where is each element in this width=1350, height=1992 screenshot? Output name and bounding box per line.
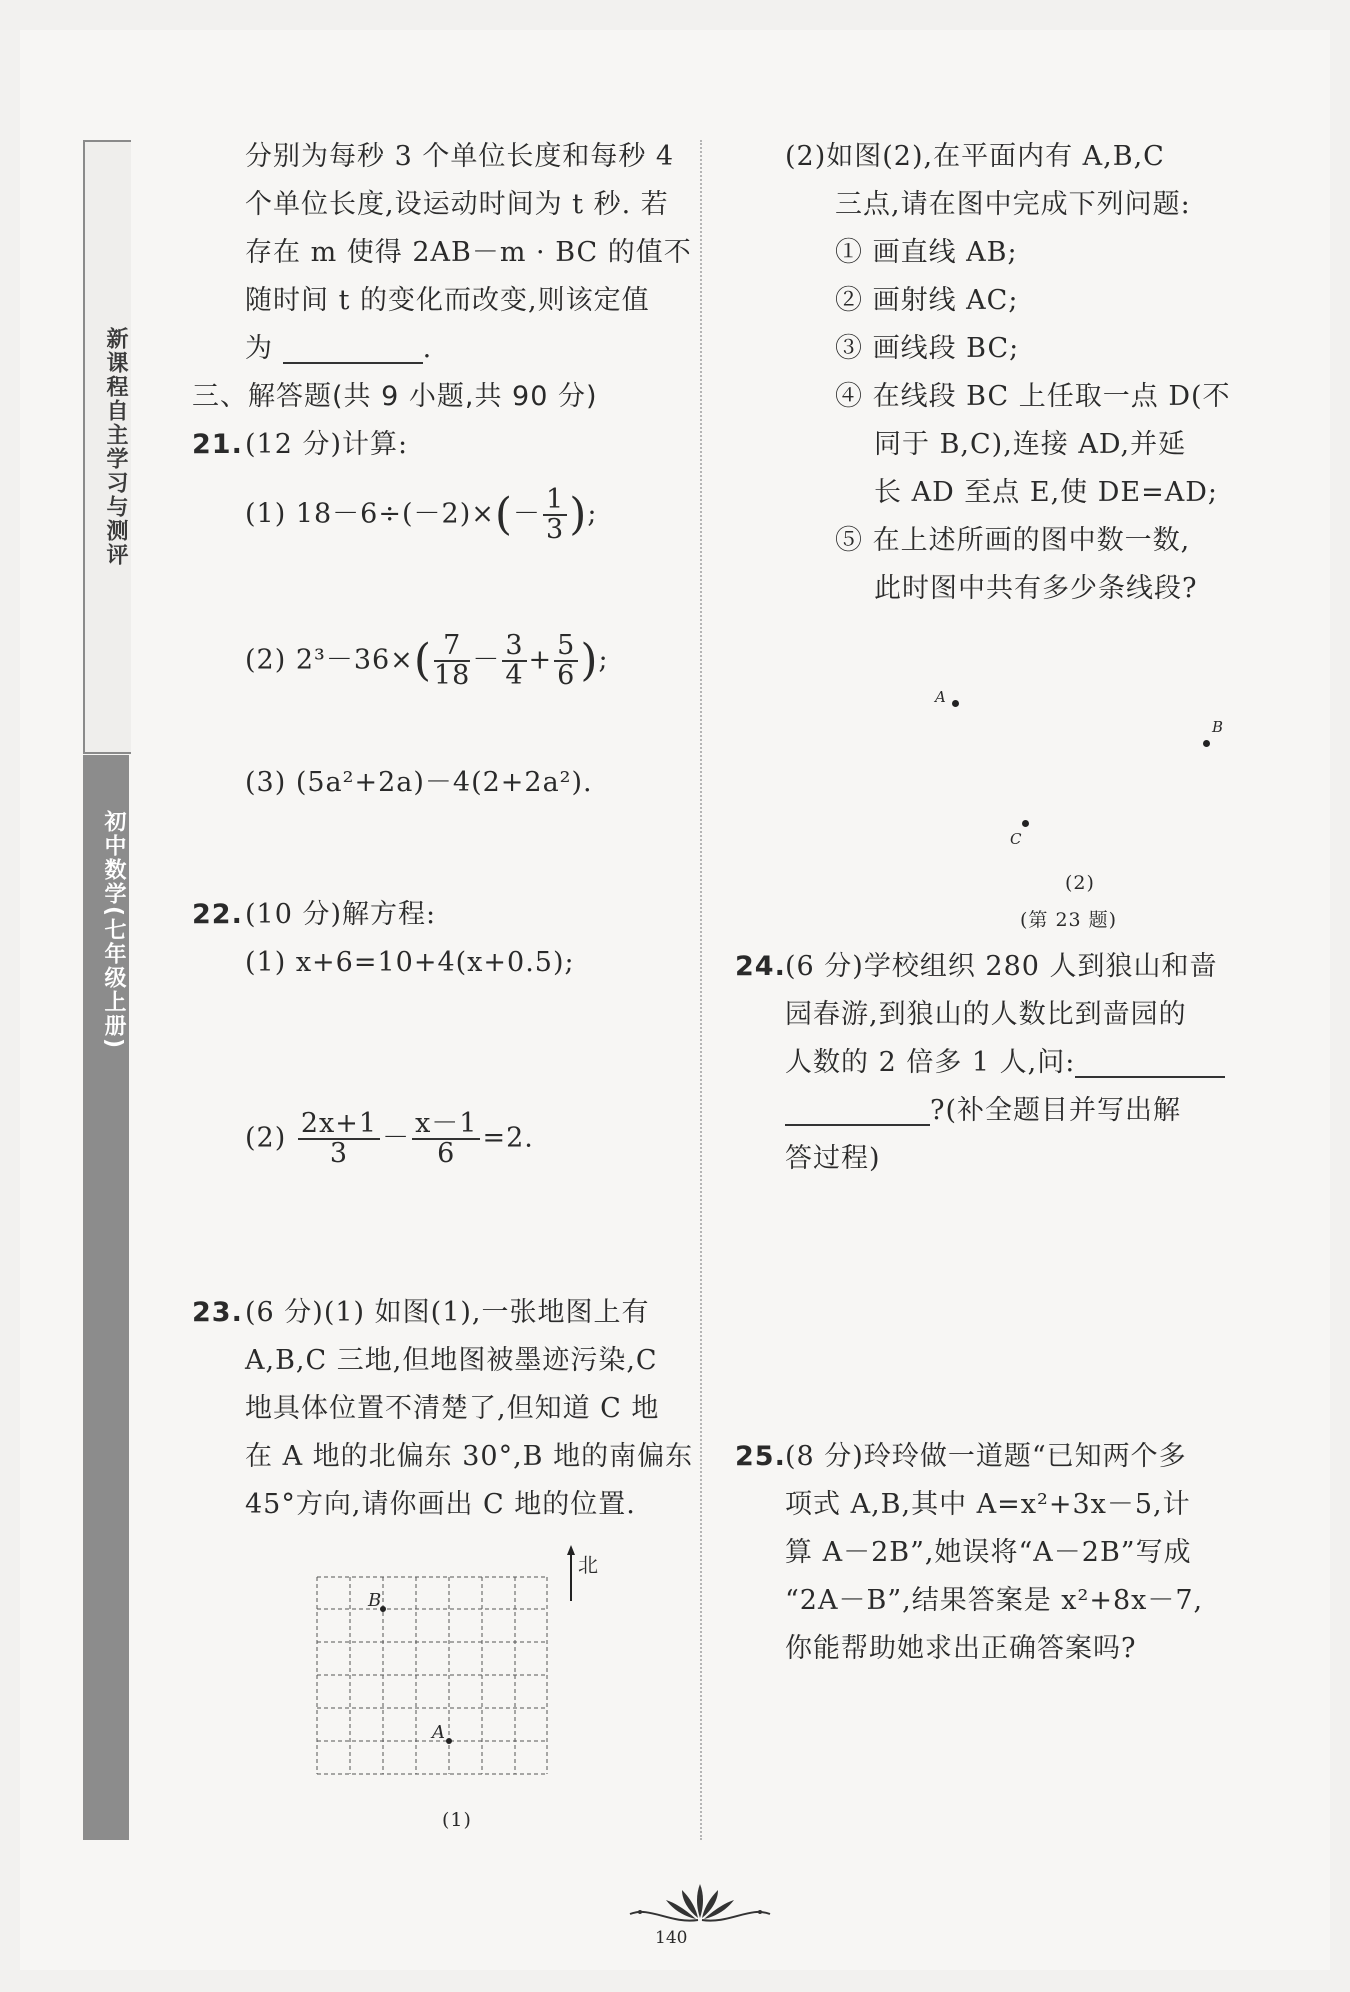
fig2-point-b [1203,740,1210,747]
q24-line-5: 答过程) [785,1143,881,1174]
north-label: 北 [578,1553,599,1577]
q21-part2: (2) 2³－36×( $\frac{7}{18}$ － $\frac{3}{4}$ + $\frac{5}{6}$ ); [245,630,609,691]
fig1-label-a: A [432,1722,445,1743]
q22-part2: (2) $\frac{2x+1}{3}$ － $\frac{x-1}{6}$ =2. [245,1108,534,1169]
figure-1-grid-map [315,1575,555,1790]
continuation-line-5: 为 . [245,333,433,364]
fig2-label-c: C [1010,830,1022,848]
q23-line-2: A,B,C 三地,但地图被墨迹污染,C [245,1345,658,1376]
q22-heading: (10 分)解方程: [245,899,437,930]
q24-answer-blank-2[interactable] [785,1098,930,1126]
book-title: 初中数学(七年级上册) [101,810,126,1051]
q23b-item-5a: ⑤ 在上述所画的图中数一数, [835,525,1191,556]
q21-number: 21. [192,429,243,460]
q21-heading: (12 分)计算: [245,429,409,460]
continuation-line-3: 存在 m 使得 2AB－m · BC 的值不 [245,237,692,268]
section-heading: 三、解答题(共 9 小题,共 90 分) [192,381,598,412]
q23b-item-3: ③ 画线段 BC; [835,333,1020,364]
fig2-label-a: A [935,688,946,706]
book-tab [83,755,129,1840]
fig2-label-b: B [1212,718,1224,736]
q25-line-1: (8 分)玲玲做一道题“已知两个多 [785,1441,1187,1472]
q23b-line-1: (2)如图(2),在平面内有 A,B,C [785,141,1165,172]
fig2-point-c [1022,820,1029,827]
fig1-label-b: B [368,1590,382,1611]
series-title: 新课程自主学习与测评 [103,327,128,567]
q25-line-2: 项式 A,B,其中 A=x²+3x－5,计 [785,1489,1191,1520]
q24-line-3: 人数的 2 倍多 1 人,问: [785,1048,1225,1078]
series-tab [83,140,131,754]
q21-part3: (3) (5a²+2a)－4(2+2a²). [245,767,593,798]
q25-line-3: 算 A－2B”,她误将“A－2B”写成 [785,1537,1192,1568]
q24-number: 24. [735,951,786,982]
q23b-item-4c: 长 AD 至点 E,使 DE=AD; [874,477,1218,508]
q21-part1: (1) 18－6÷(－2)×(－ $\frac{1}{3}$ ); [245,484,598,545]
q23-number: 23. [192,1297,243,1328]
q23-line-3: 地具体位置不清楚了,但知道 C 地 [245,1393,660,1424]
footer-ornament-icon [620,1878,780,1928]
continuation-line-1: 分别为每秒 3 个单位长度和每秒 4 [245,141,675,172]
column-divider [700,140,702,1840]
q24-line-4: ?(补全题目并写出解 [785,1096,1181,1126]
q23b-line-2: 三点,请在图中完成下列问题: [835,189,1191,220]
figure-group-caption: (第 23 题) [1020,909,1118,931]
continuation-line-4: 随时间 t 的变化而改变,则该定值 [245,285,650,316]
q22-part1: (1) x+6=10+4(x+0.5); [245,947,575,978]
q23-line-5: 45°方向,请你画出 C 地的位置. [245,1489,636,1520]
q23b-item-5b: 此时图中共有多少条线段? [874,573,1198,604]
q25-number: 25. [735,1441,786,1472]
north-arrow-icon [565,1545,577,1603]
q25-line-5: 你能帮助她求出正确答案吗? [785,1633,1137,1664]
figure-1-caption: (1) [442,1809,472,1831]
q24-line-1: (6 分)学校组织 280 人到狼山和啬 [785,951,1218,982]
q22-number: 22. [192,899,243,930]
fig2-point-a [952,700,959,707]
q23-line-1: (6 分)(1) 如图(1),一张地图上有 [245,1297,650,1328]
answer-blank[interactable] [283,336,423,364]
continuation-line-2: 个单位长度,设运动时间为 t 秒. 若 [245,189,669,220]
q23b-item-4b: 同于 B,C),连接 AD,并延 [874,429,1187,460]
point-a-marker [446,1738,452,1744]
page-number: 140 [655,1928,688,1948]
q23b-item-2: ② 画射线 AC; [835,285,1019,316]
q23b-item-4a: ④ 在线段 BC 上任取一点 D(不 [835,381,1231,412]
q23-line-4: 在 A 地的北偏东 30°,B 地的南偏东 [245,1441,694,1472]
q24-line-2: 园春游,到狼山的人数比到啬园的 [785,999,1187,1030]
q23b-item-1: ① 画直线 AB; [835,237,1018,268]
figure-2-caption: (2) [1065,872,1095,894]
q24-answer-blank-1[interactable] [1075,1050,1225,1078]
q25-line-4: “2A－B”,结果答案是 x²+8x－7, [785,1585,1204,1616]
